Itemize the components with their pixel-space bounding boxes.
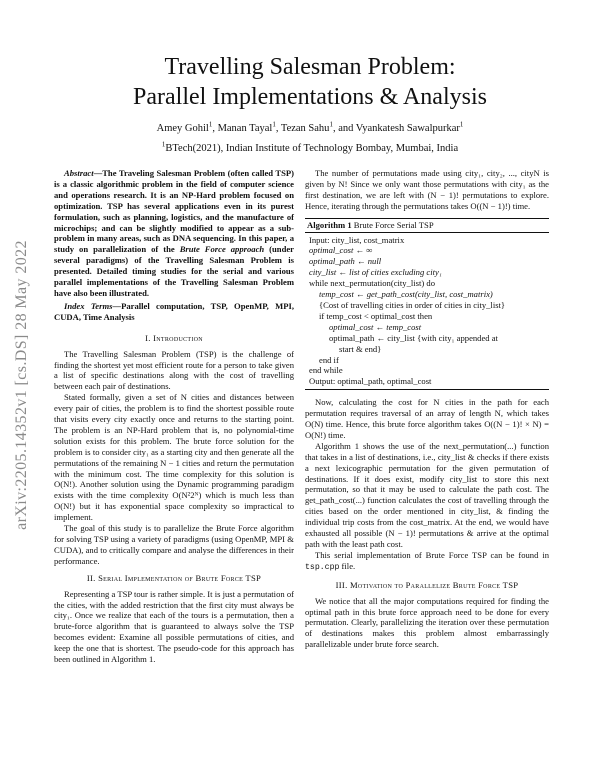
algorithm-line: optimal_cost ← temp_cost bbox=[329, 321, 422, 332]
algorithm-line: optimal_path ← city_list {with city₁ appended at bbox=[329, 332, 498, 343]
intro-paragraph: The Travelling Salesman Problem (TSP) is the challenge of finding the shortest yet most efficient route for a person to take given a list of specific destinations along with the cost of travelling between each pair of destinations. bbox=[54, 348, 294, 392]
motivation-paragraph: We notice that all the major computations required for finding the optimal path in this brute force approach need to be done for every permutation. Clearly, parallelizing the iteration over these permutation of destinations makes this problem almost embarrassingly parallelizable under brute force search. bbox=[305, 595, 549, 650]
left-column bbox=[54, 168, 294, 665]
section-heading-serial: II. Serial Implementation of Brute Force TSP bbox=[86, 572, 262, 583]
algorithm-box bbox=[305, 218, 549, 391]
algorithm-line: while next_permutation(city_list) do bbox=[309, 278, 436, 289]
section-heading-introduction: I. Introduction bbox=[145, 332, 203, 343]
arxiv-stamp bbox=[2, 190, 42, 580]
algorithm-label: Algorithm 1 bbox=[307, 219, 352, 230]
index-terms-text: —Parallel computation, TSP, OpenMP, MPI, CUDA, Time Analysis bbox=[54, 300, 294, 322]
author-name: Tezan Sahu bbox=[280, 123, 330, 134]
complexity-paragraph: Now, calculating the cost for N cities in the path for each permutation requires traversal of an array of length N, which takes O(N) time. Hence, this brute force algorithm takes O((N − 1)! × N) = O(N!) time. bbox=[305, 397, 549, 440]
abstract bbox=[54, 168, 294, 299]
serial-file-paragraph bbox=[305, 550, 549, 574]
author-name: Vyankatesh Sawalpurkar bbox=[355, 123, 460, 134]
author-sup: 1 bbox=[329, 120, 333, 129]
algorithm-line: {Cost of travelling cities in order of cities in city_list} bbox=[319, 299, 506, 310]
title-line-1: Travelling Salesman Problem: bbox=[164, 54, 456, 80]
serial-file-name: tsp.cpp bbox=[305, 562, 340, 572]
author-sup: 1 bbox=[208, 120, 213, 129]
algorithm-line: Output: optimal_path, optimal_cost bbox=[309, 376, 432, 387]
intro-paragraph: Stated formally, given a set of N cities and distances between every pair of cities, the problem is to find the shortest possible route that visits every city exactly once and returns to the starting point. The problem is an NP-Hard problem that is, no polynomial-time solution exists for this problem. The brute force solution for the problem is to consider city₁ as a starting city and then generate all the permutations of the remaining N − 1 cities and return the permutation with the minimum cost. The time complexity for this solution is O(N!). Another solution using the Dynamic programming paradigm exists with the time complexity O(N²2ᴺ) which is much less than O(N!) but it has exponential space complexity so impractical to implement. bbox=[54, 392, 294, 523]
algorithm-line: end if bbox=[319, 354, 339, 365]
algorithm-line: city_list ← list of cities excluding city₁ bbox=[309, 267, 442, 278]
algorithm-line: temp_cost ← get_path_cost(city_list, cost_matrix) bbox=[319, 289, 493, 300]
affiliation-sup: 1 bbox=[161, 140, 166, 149]
serial-paragraph: Representing a TSP tour is rather simple. It is just a permutation of the cities, with the added restriction that the first city must always be city₁. Once we realize that each of the tours is a permutation, then a brute-force algorithm that is guaranteed to always solve the TSP becomes evident: Examine all possible permutations of cities, and keep the one that is shortest. The pseudo-code for this approach has been outlined in Algorithm 1. bbox=[54, 588, 294, 665]
permutation-paragraph: The number of permutations made using city₁, city₂, ..., cityN is given by N! Since we only want those permutations with city₁ as the first destination, we are left with (N − 1)! permutations to explore. Hence, iterating through the permutations takes O((N − 1)!) time. bbox=[305, 168, 549, 211]
right-column bbox=[305, 168, 549, 650]
title-line-2: Parallel Implementations & Analysis bbox=[133, 84, 487, 110]
algorithm-line: Input: city_list, cost_matrix bbox=[309, 234, 405, 245]
algorithm-description-paragraph: Algorithm 1 shows the use of the next_permutation(...) function that takes in a list of destinations, i.e., city_list & checks if there exists a next lexicographic permutation for the given permutation of destinations. If it does exist, modify city_list to store this next permutation, so that it may be used to calculate the path cost. The get_path_cost(...) function calculates the cost of travelling through the cities based on the order mentioned in city_list, & finding the individual trip costs from the cost_matrix. At the end, we would have exhausted all possible (N − 1)! permutations & arrive at the optimal path with the least path cost. bbox=[305, 440, 549, 549]
affiliation bbox=[60, 142, 560, 155]
algorithm-name: Brute Force Serial TSP bbox=[353, 219, 434, 230]
abstract-text-b: (under several paradigms) of the Travelling Salesman Problem is presented. Detailed timing studies for the serial and various parallel implementations of the Travelling Salesman Problem have also been illustrated. bbox=[54, 244, 294, 298]
algorithm-line: end while bbox=[309, 365, 343, 376]
author-sup: 1 bbox=[459, 120, 464, 129]
abstract-text-a: —The Traveling Salesman Problem (often called TSP) is a classic algorithmic problem in the field of computer science and operations research. It is an NP-Hard problem focused on optimization. TSP has several applications even in its purest formulation, such as planning, logistics, and the manufacture of microchips; and can be slightly modified to appear as a sub-problem in many areas, such as DNA sequencing. In this paper, a study on parallelization of the bbox=[54, 168, 294, 255]
index-terms bbox=[54, 301, 294, 323]
abstract-emphasis: Brute Force approach bbox=[179, 244, 265, 255]
arxiv-stamp-text: arXiv:2205.14352v1 [cs.DS] 28 May 2022 bbox=[13, 240, 30, 530]
algorithm-line: if temp_cost < optimal_cost then bbox=[319, 310, 433, 321]
intro-paragraph: The goal of this study is to parallelize the Brute Force algorithm for solving TSP using a variety of paradigms (using OpenMP, MPI & CUDA), and to critically compare and analyse the differences in their performance. bbox=[54, 523, 294, 566]
algorithm-title bbox=[305, 219, 549, 233]
serial-file-text-before: This serial implementation of Brute Force TSP can be found in bbox=[315, 549, 549, 560]
author-list: Amey Gohil$^1$, Manan Tayal$^1$, Tezan Sahu$^1$, and Vyankatesh Sawalpurkar$^1$ bbox=[156, 120, 464, 134]
author-name: Manan Tayal bbox=[217, 123, 273, 134]
affiliation-text: BTech(2021), Indian Institute of Technology Bombay, Mumbai, India bbox=[165, 143, 459, 154]
section-heading-motivation: III. Motivation to Parallelize Brute Force TSP bbox=[335, 579, 519, 590]
author-sup: 1 bbox=[272, 120, 276, 129]
abstract-label: Abstract bbox=[64, 168, 94, 178]
algorithm-line: optimal_cost ← ∞ bbox=[309, 245, 373, 256]
algorithm-line: optimal_path ← null bbox=[309, 256, 382, 267]
algorithm-line: start & end} bbox=[339, 343, 382, 354]
serial-file-text-after: file. bbox=[339, 560, 356, 571]
paper-title bbox=[60, 52, 560, 112]
author-name: Amey Gohil bbox=[156, 123, 209, 134]
index-terms-label: Index Terms bbox=[64, 300, 113, 311]
